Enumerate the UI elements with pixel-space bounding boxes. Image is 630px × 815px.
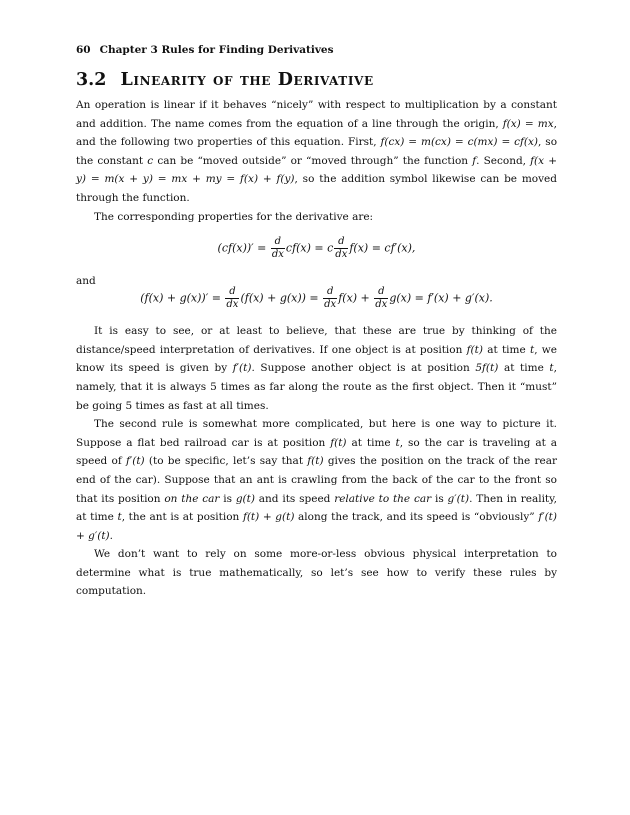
eq-term: (cf(x))′ = [217, 241, 270, 255]
eq-term: f(x) + [338, 291, 374, 305]
text-run: (to be specific, let’s say that [144, 455, 308, 468]
frac-denominator: dx [226, 299, 239, 311]
and-label: and [76, 275, 96, 288]
body-text [76, 96, 557, 601]
text-run: , namely, that it is always 5 times as far along the route as the first object. Then it “must” be going 5 times as fast at all times. [76, 362, 557, 412]
inline-math: t [529, 343, 535, 356]
inline-math: f(cx) = m(cx) = c(mx) = cf(x) [380, 136, 539, 149]
derivative-fraction [334, 236, 348, 261]
text-run: , so the car is traveling at a speed of [76, 436, 557, 468]
frac-numerator: d [378, 286, 385, 298]
frac-denominator: dx [335, 249, 348, 261]
inline-math: f(x + y) = m(x + y) = mx + my = f(x) + f(y) [76, 154, 557, 186]
paragraph-4 [76, 415, 557, 545]
eq-term: cf(x) = c [285, 241, 334, 255]
frac-numerator: d [338, 236, 345, 248]
inline-math: c [147, 154, 154, 167]
inline-math: f [472, 154, 477, 167]
eq-term: g(x) = f′(x) + g′(x). [389, 291, 493, 305]
text-run: . Second, [476, 154, 531, 167]
display-equation-2 [76, 272, 557, 311]
emphasis: on the car [164, 492, 220, 505]
text-run: An operation is linear if it behaves “nicely” with respect to multiplication by a constant and addition. The name comes from the equation of a line through the origin, [76, 99, 557, 130]
text-run: , so the addition symbol likewise can be moved through the function. [76, 173, 557, 204]
frac-numerator: d [326, 286, 334, 298]
derivative-fraction [271, 236, 285, 261]
eq-term: (f(x) + g(x))′ = [140, 291, 225, 305]
text-run: at time [482, 343, 530, 356]
inline-math: g′(t) [447, 492, 470, 505]
text-run: , and the following two properties of this equation. First, [76, 117, 557, 149]
frac-denominator: dx [271, 249, 284, 261]
chapter-title: Chapter 3 Rules for Finding Derivatives [99, 44, 334, 56]
inline-math: f′(t) [232, 362, 252, 375]
inline-math: f(x) = mx [502, 117, 554, 130]
paragraph-2: The corresponding properties for the derivative are: [94, 210, 374, 223]
paragraph-1 [76, 96, 557, 208]
running-head [76, 44, 556, 56]
text-run: , we know its speed is given by [76, 343, 557, 375]
inline-math: f(t) [466, 343, 483, 356]
inline-math: f′(t) + g′(t) [76, 511, 557, 542]
inline-math: g(t) [235, 492, 255, 505]
section-heading [76, 70, 556, 90]
text-run: , the ant is at position [121, 511, 243, 524]
frac-denominator: dx [324, 299, 337, 311]
paragraph-3 [76, 322, 557, 415]
derivative-fraction [374, 286, 388, 311]
page-number: 60 [76, 44, 91, 56]
text-run: can be “moved outside” or “moved through” the function [153, 154, 473, 167]
derivative-fraction [323, 286, 337, 311]
frac-denominator: dx [375, 299, 388, 311]
inline-math: t [117, 511, 122, 524]
inline-math: f(t) [330, 436, 347, 449]
text-run: . Suppose another object is at position [251, 362, 476, 375]
inline-math: f(t) + g(t) [242, 511, 295, 524]
text-run: The second rule is somewhat more complicated, but here is one way to picture it. Suppose a flat bed railroad car is at position [76, 418, 557, 449]
text-run: is [219, 492, 236, 505]
paragraph-5: We don’t want to rely on some more-or-less obvious physical interpretation to determine what is true mathematically, so let’s see how to verify these rules by computation. [76, 548, 557, 598]
section-number: 3.2 [76, 70, 107, 90]
derivative-fraction [225, 286, 239, 311]
text-run: and its speed [254, 492, 335, 505]
frac-numerator: d [229, 286, 236, 298]
text-run: at time [346, 436, 396, 449]
eq-term: (f(x) + g(x)) = [240, 291, 323, 305]
frac-numerator: d [274, 236, 282, 248]
text-run: is [431, 492, 448, 505]
text-run: , so the constant [76, 136, 558, 167]
text-run: along the track, and its speed is “obviously” [294, 511, 539, 524]
section-title: Linearity of the Derivative [120, 70, 374, 90]
inline-math: f′(t) [125, 455, 145, 468]
text-run: . [109, 529, 113, 542]
inline-math: t [395, 436, 400, 449]
inline-math: t [549, 362, 554, 375]
text-run: . Then in reality, at time [76, 492, 558, 524]
eq-term: f(x) = cf′(x), [349, 241, 416, 255]
inline-math: 5f(t) [475, 362, 499, 375]
display-equation-1 [76, 232, 557, 272]
text-run: It is easy to see, or at least to believe, that these are true by thinking of the distance/speed interpretation of derivatives. If one object is at position [76, 325, 557, 356]
text-run: at time [498, 362, 550, 375]
text-run: gives the position on the track of the rear end of the car). Suppose that an ant is crawling from the back of the car to the front so that its position [76, 455, 557, 505]
emphasis: relative to the car [334, 492, 432, 505]
inline-math: f(t) [307, 455, 324, 468]
